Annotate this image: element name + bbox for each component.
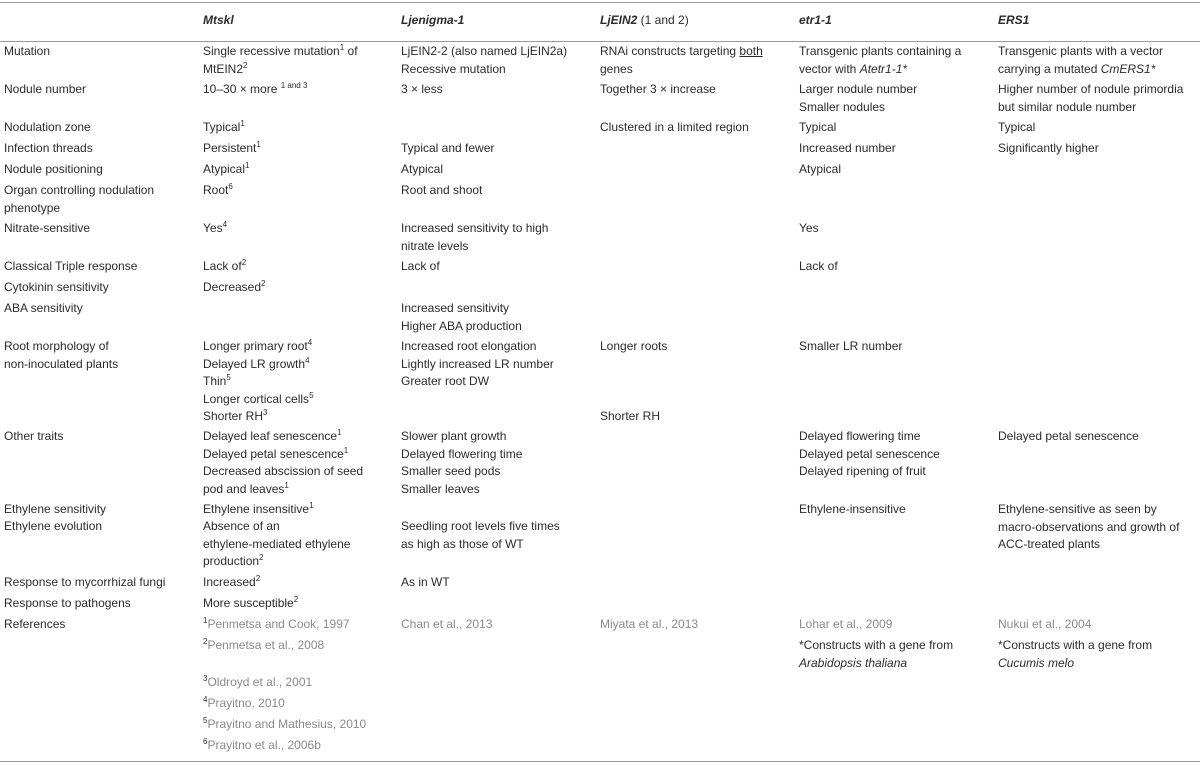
mutation-ljenigma: LjEIN2-2 (also named LjEIN2a) Recessive mutation xyxy=(401,44,568,76)
row-label-nitrate-sensitive: Nitrate-sensitive xyxy=(4,221,91,235)
nodule-number-ljenigma: 3 × less xyxy=(401,82,443,96)
triple-response-etr1: Lack of xyxy=(799,259,838,273)
row-label-ethylene-evolution: Ethylene evolution xyxy=(4,519,103,533)
root-morphology-ljenigma: Increased root elongation Lightly increased LR number Greater root DW xyxy=(401,339,554,388)
reference-ljein2: Miyata et al., 2013 xyxy=(600,617,699,631)
infection-threads-etr1: Increased number xyxy=(799,141,896,155)
other-traits-mtskl: Delayed leaf senescence$^1$ Delayed petal senescence$^1$ Decreased abscission of seed pod and leaves$^1$ xyxy=(203,428,364,496)
mutation-mtskl-line1: Single recessive mutation$^1$ of xyxy=(203,43,358,58)
mutation-ljein2: RNAi constructs targeting both genes xyxy=(600,44,763,76)
infection-threads-ljenigma: Typical and fewer xyxy=(401,141,495,155)
mutation-mtskl xyxy=(203,43,358,78)
header-ers1: ERS1 xyxy=(998,13,1030,27)
other-traits-ers1: Delayed petal senescence xyxy=(998,429,1139,443)
other-traits-ljenigma: Slower plant growth Delayed flowering time Smaller seed pods Smaller leaves xyxy=(401,429,523,496)
mutation-etr1: Transgenic plants containing a vector with Atetr1-1* xyxy=(799,44,962,76)
ethylene-evolution-ljenigma: Seedling root levels five times as high as those of WT xyxy=(401,519,560,551)
row-label-pathogens: Response to pathogens xyxy=(4,596,131,610)
nodule-number-etr1: Larger nodule number Smaller nodules xyxy=(799,82,918,114)
ethylene-sensitivity-etr1: Ethylene-insensitive xyxy=(799,502,906,516)
row-label-infection-threads: Infection threads xyxy=(4,141,93,155)
nodule-number-ers1: Higher number of nodule primordia but similar nodule number xyxy=(998,82,1184,114)
nitrate-sensitive-mtskl: Yes$^4$ xyxy=(203,220,228,235)
constructs-note-ers1: *Constructs with a gene from Cucumis melo xyxy=(998,638,1153,670)
ethylene-sensitivity-ers1: Ethylene-sensitive as seen by macro-observations and growth of ACC-treated plants xyxy=(998,502,1180,551)
pathogens-mtskl: More susceptible$^2$ xyxy=(203,595,299,610)
mycorrhizal-mtskl: Increased$^2$ xyxy=(203,574,261,589)
reference-2: $^2$Penmetsa et al., 2008 xyxy=(203,637,325,652)
nodule-number-mtskl: 10–30 × more $^{1 and 3}$ xyxy=(203,81,308,96)
bottom-rule xyxy=(0,761,1200,762)
ethylene-sensitivity-mtskl: Ethylene insensitive$^1$ xyxy=(203,501,314,516)
nodule-positioning-mtskl: Atypical$^1$ xyxy=(203,161,250,176)
row-label-mycorrhizal: Response to mycorrhizal fungi xyxy=(4,575,166,589)
row-label-references: References xyxy=(4,617,66,631)
reference-etr1: Lohar et al., 2009 xyxy=(799,617,893,631)
reference-ljenigma: Chan et al., 2013 xyxy=(401,617,493,631)
header-rule xyxy=(0,41,1200,42)
row-label-nodule-number: Nodule number xyxy=(4,82,87,96)
reference-5: $^5$Prayitno and Mathesius, 2010 xyxy=(203,716,367,731)
header-ljein2-name: LjEIN2 xyxy=(600,13,638,27)
header-mtskl: Mtskl xyxy=(203,13,234,27)
nodulation-zone-ljein2: Clustered in a limited region xyxy=(600,120,749,134)
row-label-nodulation-zone: Nodulation zone xyxy=(4,120,91,134)
other-traits-etr1: Delayed flowering time Delayed petal senescence Delayed ripening of fruit xyxy=(799,429,940,478)
reference-1: $^1$Penmetsa and Cook, 1997 xyxy=(203,616,350,631)
row-label-cytokinin: Cytokinin sensitivity xyxy=(4,280,109,294)
root-morphology-etr1: Smaller LR number xyxy=(799,339,903,353)
triple-response-mtskl: Lack $of^2$ xyxy=(203,258,247,273)
mycorrhizal-ljenigma: As in WT xyxy=(401,575,450,589)
row-label-triple-response: Classical Triple response xyxy=(4,259,138,273)
header-etr1: etr1-1 xyxy=(799,13,832,27)
nodulation-zone-ers1: Typical xyxy=(998,120,1036,134)
nodulation-zone-mtskl: Typical$^1$ xyxy=(203,119,245,134)
row-label-nodule-positioning: Nodule positioning xyxy=(4,162,103,176)
constructs-note-etr1: *Constructs with a gene from Arabidopsis thaliana xyxy=(799,638,954,670)
ethylene-evolution-mtskl: Absence of an ethylene-mediated ethylene production$^2$ xyxy=(203,519,351,568)
root-morphology-ljein2-longer: Longer roots xyxy=(600,339,668,353)
row-label-aba: ABA sensitivity xyxy=(4,301,83,315)
nodule-positioning-etr1: Atypical xyxy=(799,162,842,176)
row-label-mutation: Mutation xyxy=(4,44,51,58)
row-label-organ-controlling: Organ controlling nodulation phenotype xyxy=(4,183,155,215)
row-label-ethylene-sensitivity: Ethylene sensitivity xyxy=(4,502,107,516)
row-label-root-morphology: Root morphology of non-inoculated plants xyxy=(4,339,119,371)
mutation-mtskl-line2: $MtEIN2^2$ xyxy=(203,60,248,76)
mutation-ers1: Transgenic plants with a vector carrying a mutated CmERS1* xyxy=(998,44,1163,76)
emphasis-both: both xyxy=(739,44,763,58)
infection-threads-ers1: Significantly higher xyxy=(998,141,1099,155)
root-morphology-ljein2-shorter: Shorter RH xyxy=(600,409,661,423)
organ-controlling-ljenigma: Root and shoot xyxy=(401,183,483,197)
top-rule xyxy=(0,2,1200,3)
nitrate-sensitive-ljenigma: Increased sensitivity to high nitrate levels xyxy=(401,221,549,253)
row-label-other-traits: Other traits xyxy=(4,429,64,443)
root-morphology-mtskl: Longer primary root$^4$ Delayed LR growth$^4$ Thin$^5$ Longer cortical cells$^5$ Shorter $RH^3$ xyxy=(203,338,314,423)
nodule-number-ljein2: Together 3 × increase xyxy=(600,82,716,96)
header-ljein2 xyxy=(600,12,689,30)
triple-response-ljenigma: Lack of xyxy=(401,259,440,273)
cytokinin-mtskl: Decreased$^2$ xyxy=(203,279,266,294)
reference-3: $^3$Oldroyd et al., 2001 xyxy=(203,674,313,689)
organ-controlling-mtskl: Root$^6$ xyxy=(203,182,233,197)
header-ljenigma: Ljenigma-1 xyxy=(401,13,465,27)
infection-threads-mtskl: Persistent$^1$ xyxy=(203,140,261,155)
nodulation-zone-etr1: Typical xyxy=(799,120,837,134)
reference-4: $^4$Prayitno, 2010 xyxy=(203,695,285,710)
reference-ers1: Nukui et al., 2004 xyxy=(998,617,1092,631)
reference-6: $^6$Prayitno et al., 2006b xyxy=(203,737,321,752)
aba-ljenigma: Increased sensitivity Higher ABA production xyxy=(401,301,522,333)
nitrate-sensitive-etr1: Yes xyxy=(799,221,819,235)
header-ljein2-suffix: (1 and 2) xyxy=(637,13,689,27)
nodule-positioning-ljenigma: Atypical xyxy=(401,162,444,176)
